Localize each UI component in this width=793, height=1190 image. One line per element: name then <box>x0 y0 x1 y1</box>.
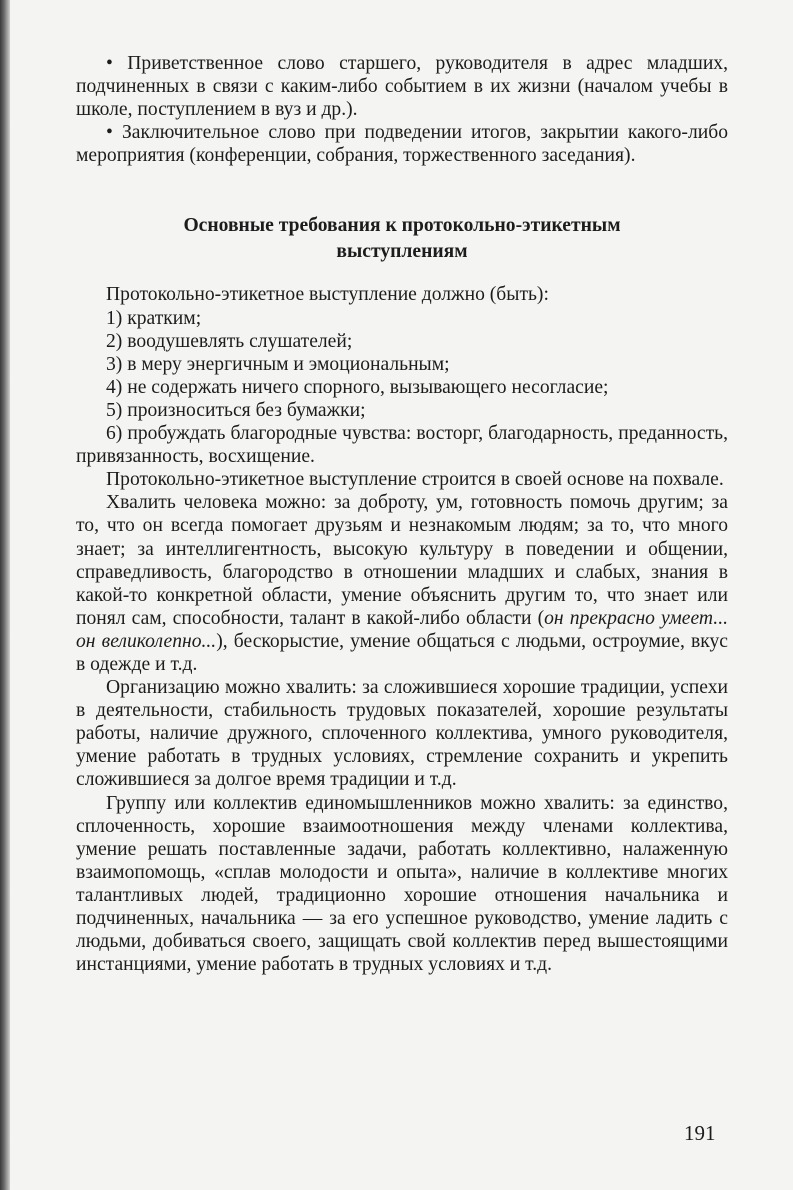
paragraph-organization: Организацию можно хвалить: за сложившиеся хорошие традиции, успехи в деятельности, стабильность трудовых показателей, хорошие результаты работы, наличие дружного, сплоченного коллектива, умного руководителя, умение работать в трудных условиях, стремление сохранить и укрепить сложившиеся за долгое время традиции и т.д. <box>76 677 728 791</box>
requirement-1: 1) кратким; <box>106 307 202 329</box>
paragraph-group: Группу или коллектив единомышленников можно хвалить: за единство, сплоченность, хорошие взаимоотношения между членами коллектива, умение решать поставленные задачи, работать коллективно, налаженную взаимопомощь, «сплав молодости и опыта», наличие в коллективе многих талантливых людей, традиционно хорошие отношения начальника и подчиненных, начальника — за его успешное руководство, умение ладить с людьми, добиваться своего, защищать свой коллектив перед вышестоящими инстанциями, умение работать в трудных условиях и т.д. <box>76 792 728 976</box>
requirement-6: 6) пробуждать благородные чувства: восторг, благодарность, преданность, привязанность, восхищение. <box>76 423 728 468</box>
paragraph-person <box>76 491 728 676</box>
heading-line-2: выступлениям <box>336 241 468 263</box>
requirement-5: 5) произноситься без бумажки; <box>106 399 366 421</box>
heading-line-1: Основные требования к протокольно-этикетным <box>183 215 621 237</box>
person-example-italic: он прекрасно умеет... он великолепно... <box>76 607 728 652</box>
section-heading <box>76 213 728 265</box>
person-text-after: ), бескорыстие, умение общаться с людьми, остроумие, вкус в одежде и т.д. <box>76 630 728 675</box>
book-spine-shadow <box>0 0 10 1190</box>
bullet-item-2: • Заключительное слово при подведении итогов, закрытии какого-либо мероприятия (конференции, собрания, торжественного заседания). <box>76 122 728 167</box>
requirement-3: 3) в меру энергичным и эмоциональным; <box>106 353 450 375</box>
bullet-item-1: • Приветственное слово старшего, руководителя в адрес младших, подчиненных в связи с каким-либо событием в их жизни (началом учебы в школе, поступлением в вуз и др.). <box>76 53 728 121</box>
page-body <box>76 52 728 976</box>
person-text-before: Хвалить человека можно: за доброту, ум, готовность помочь другим; за то, что он всегда помогает друзьям и незнакомым людям; за то, что много знает; за интеллигентность, высокую культуру в поведении и общении, справедливость, благородство в отношении младших и слабых, знания в какой-то конкретной области, умение объяснить другим то, что знает или понял сам, способности, талант в какой-либо области ( <box>76 492 728 629</box>
requirement-4: 4) не содержать ничего спорного, вызывающего несогласие; <box>106 376 609 398</box>
requirement-2: 2) воодушевлять слушателей; <box>106 330 353 352</box>
page-number: 191 <box>684 1121 716 1145</box>
paragraph-praise-basis: Протокольно-этикетное выступление строится в своей основе на похвале. <box>106 469 724 491</box>
intro-line: Протокольно-этикетное выступление должно (быть): <box>106 284 549 306</box>
